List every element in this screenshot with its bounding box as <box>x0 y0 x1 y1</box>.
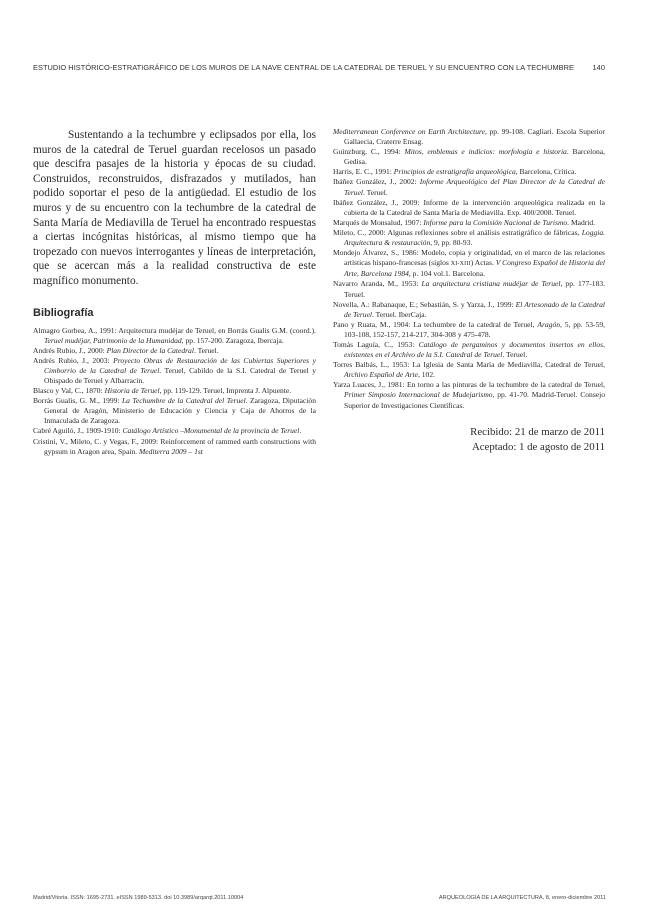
reference-title: Plan Director de la Catedral <box>106 345 194 355</box>
running-header <box>33 63 605 72</box>
reference-title: Principios de estratigrafía arqueológica <box>393 167 516 177</box>
page-number: 140 <box>592 63 605 72</box>
reference-text: Guinzburg, C., 1994: <box>333 147 405 157</box>
reference-entry <box>333 360 605 380</box>
reference-text: , 5, pp. 53-59, 103-108, 152-157, 214-217, 304-308 y 475-478. <box>344 319 605 339</box>
reference-entry <box>333 300 605 320</box>
reference-text: Novella, A.: Rabanaque, E.; Sebastián, S. y Yarza, J., 1999: <box>333 299 516 309</box>
reference-title: V Congreso Español de Historia del Arte, Barcelona 1984 <box>344 258 605 279</box>
reference-entry <box>33 437 316 457</box>
reference-title: Mediterra 2009 – 1st <box>138 446 203 456</box>
reference-text: , 102. <box>418 370 435 380</box>
reference-text: . Zaragoza, Diputación General de Aragón, Ministerio de Educación y Ciencia y Caja de Ahorros de la Inmaculada de Zaragoza. <box>44 396 316 426</box>
reference-title: Primer Simposio Internacional de Mudejarismo <box>344 390 493 400</box>
reference-text: XI-XIII <box>450 261 471 268</box>
reference-title: Loggia. Arquitectura & restauración <box>344 227 605 248</box>
received-date: Recibido: 21 de marzo de 2011 <box>470 425 605 438</box>
reference-title: Catálogo Artístico –Monumental de la provincia de Teruel <box>122 426 300 436</box>
reference-text: Marqués de Monsalud, 1907: <box>333 217 424 227</box>
reference-title: Historia de Teruel <box>104 386 160 396</box>
reference-entry <box>333 228 605 248</box>
reference-entry <box>33 346 316 356</box>
reference-entry <box>333 218 605 228</box>
reference-text: Almagro Gorbea, A., 1991: Arquitectura mudéjar de Teruel, en Borrás Gualis G.M. (coord.). <box>33 325 316 335</box>
reference-title: Mediterranean Conference on Earth Architecture <box>333 127 486 136</box>
reference-text: Tomás Laguía, C., 1953: <box>333 339 419 349</box>
reference-text: . Teruel. <box>502 350 528 360</box>
left-column <box>33 128 316 457</box>
reference-text: . Teruel. <box>193 345 219 355</box>
reference-text: Yarza Luaces, J., 1981: En torno a las pinturas de la techumbre de la catedral de Teruel, <box>333 380 605 390</box>
accepted-date: Aceptado: 1 de agosto de 2011 <box>471 440 605 453</box>
reference-text: . Teruel. <box>363 187 388 197</box>
reference-text: Mondejo Álvarez, S., 1986: Modelo, copia y originalidad, en el marco de las relaciones artísticas hispano-francesas (siglos <box>333 248 605 268</box>
reference-text: . <box>299 426 302 436</box>
reference-title: El Artesonado de la Catedral de Teruel <box>344 299 605 319</box>
submission-dates <box>333 425 605 455</box>
reference-text: Blasco y Val, C., 1870: <box>33 386 105 396</box>
reference-text: Ibáñez González, J., 2002: <box>333 177 420 187</box>
reference-list-right <box>333 127 605 411</box>
reference-entry <box>333 380 605 410</box>
reference-entry <box>333 177 605 197</box>
reference-title: Aragón <box>537 319 561 329</box>
reference-entry <box>333 127 605 147</box>
reference-title: Archivo Español de Arte <box>344 370 418 380</box>
reference-text: . Teruel, Cabildo de la S.I. Catedral de Teruel y Obispado de Teruel y Albarracín. <box>44 365 316 385</box>
reference-text: , p. 104 vol.1. Barcelona. <box>408 269 485 279</box>
reference-text: Torres Balbás, L., 1953: La Iglesia de Santa María de Mediavilla, Catedral de Teruel, <box>333 360 605 370</box>
footer-journal: ARQUEOLOGÍA DE LA ARQUITECTURA, 8, enero-diciembre 2011 <box>438 895 606 901</box>
reference-text: , pp. 41-70. Madrid-Teruel. Consejo Superior de Investigaciones Científicas. <box>344 390 605 410</box>
reference-text: Cristini, V., Mileto, C. y Vegas, F., 2009: Reinforcement of rammed earth constructions with gypsum in Aragon area, Spain. <box>33 436 316 456</box>
reference-text: , 9, pp. 80-93. <box>430 238 473 248</box>
reference-text: , pp. 177-183. Teruel. <box>344 279 605 299</box>
reference-text: . Teruel. IberCaja. <box>372 309 427 319</box>
reference-entry <box>33 426 316 436</box>
reference-text: Andrés Rubio, J., 2000: <box>33 345 107 355</box>
reference-text: ) Actas. <box>470 258 496 268</box>
reference-title: Informe para la Comisión Nacional de Turismo <box>423 217 568 227</box>
conclusion-paragraph: Sustentando a la techumbre y eclipsados por ella, los muros de la catedral de Teruel guardan recelosos un pasado que descifra pasajes de la historia y épocas de su ciudad. Construidos, reconstruidos, disfrazados y mutilados, han podido soportar el peso de la antigüedad. El estudio de los muros y de su encuentro con la techumbre de la catedral de Santa María de Mediavilla de Teruel ha encontrado respuestas a ciertas incógnitas históricas, al mismo tiempo que ha tropezado con nuevos interrogantes y líneas de interpretación, que se acercan más a la realidad constructiva de este magnífico monumento. <box>33 129 316 287</box>
reference-text: . Madrid. <box>567 217 596 227</box>
reference-text: , Barcelona, Crítica. <box>515 167 577 177</box>
reference-text: Andrés Rubio, J., 2003: <box>33 355 114 365</box>
reference-entry <box>333 279 605 299</box>
reference-title: Mitos, emblemas e indicios: morfología e historia <box>404 147 567 157</box>
reference-text: , pp. 99-108. Cagliari. Escola Superior Gallaecia, Craterre Ensag. <box>344 127 605 147</box>
reference-entry <box>33 326 316 346</box>
reference-text: Harris, E. C., 1991: <box>333 167 394 177</box>
reference-title: Proyecto Obras de Restauración de las Cubiertas Superiores y Cimborrio de la Catedral de Teruel <box>44 355 316 375</box>
reference-text: , pp. 157-200. Zaragoza, Ibercaja. <box>181 335 284 345</box>
reference-text: Mileto, C., 2000: Algunas reflexiones sobre el análisis estratigráfico de fábricas, <box>333 227 582 237</box>
reference-entry <box>33 386 316 396</box>
reference-entry <box>33 356 316 386</box>
reference-title: La Techumbre de la Catedral del Teruel <box>121 396 246 406</box>
reference-text: Navarro Aranda, M., 1953: <box>333 279 422 289</box>
reference-text: Cabré Aguiló, J., 1909-1910: <box>33 426 123 436</box>
right-column <box>333 127 605 455</box>
reference-title: La arquitectura cristiana mudéjar de Teruel <box>421 279 561 289</box>
bibliography-heading: Bibliografía <box>33 306 94 319</box>
reference-title: Catálogo de pergaminos y documentos insertos en ellos, existentes en el Archivo de la S.I. Catedral de Teruel <box>344 339 605 360</box>
reference-title: Teruel mudéjar, Patrimonio de la Humanidad <box>44 335 182 345</box>
reference-text: , pp. 119-129. Teruel, Imprenta J. Alpuente. <box>159 386 292 396</box>
reference-text: Ibáñez González, J., 2009: Informe de la intervención arqueológica realizada en la cubierta de la Catedral de Santa María de Mediavilla. Exp. 400/2008. Teruel. <box>333 197 605 217</box>
reference-entry <box>333 340 605 360</box>
reference-entry <box>333 167 605 177</box>
running-title: ESTUDIO HISTÓRICO-ESTRATIGRÁFICO DE LOS MUROS DE LA NAVE CENTRAL DE LA CATEDRAL DE TERUEL Y SU ENCUENTRO CON LA TECHUMBRE <box>33 63 575 72</box>
reference-text: Borrás Gualis, G. M., 1999: <box>33 396 122 406</box>
reference-entry <box>333 320 605 340</box>
reference-entry <box>333 147 605 167</box>
reference-text: Pano y Ruata, M., 1904: La techumbre de la catedral de Teruel, <box>333 319 538 329</box>
reference-entry <box>33 396 316 426</box>
reference-title: Informe Arqueológico del Plan Director de la Catedral de Teruel <box>344 177 605 197</box>
footer-issn: Madrid/Vitoria. ISSN: 1695-2731. eISSN 1989-5313. doi 10.3989/arqarqt.2011.10004 <box>33 895 244 901</box>
reference-list-left <box>33 326 316 457</box>
reference-entry <box>333 198 605 218</box>
reference-entry <box>333 248 605 279</box>
reference-text: . Barcelona, Gedisa. <box>344 147 606 167</box>
